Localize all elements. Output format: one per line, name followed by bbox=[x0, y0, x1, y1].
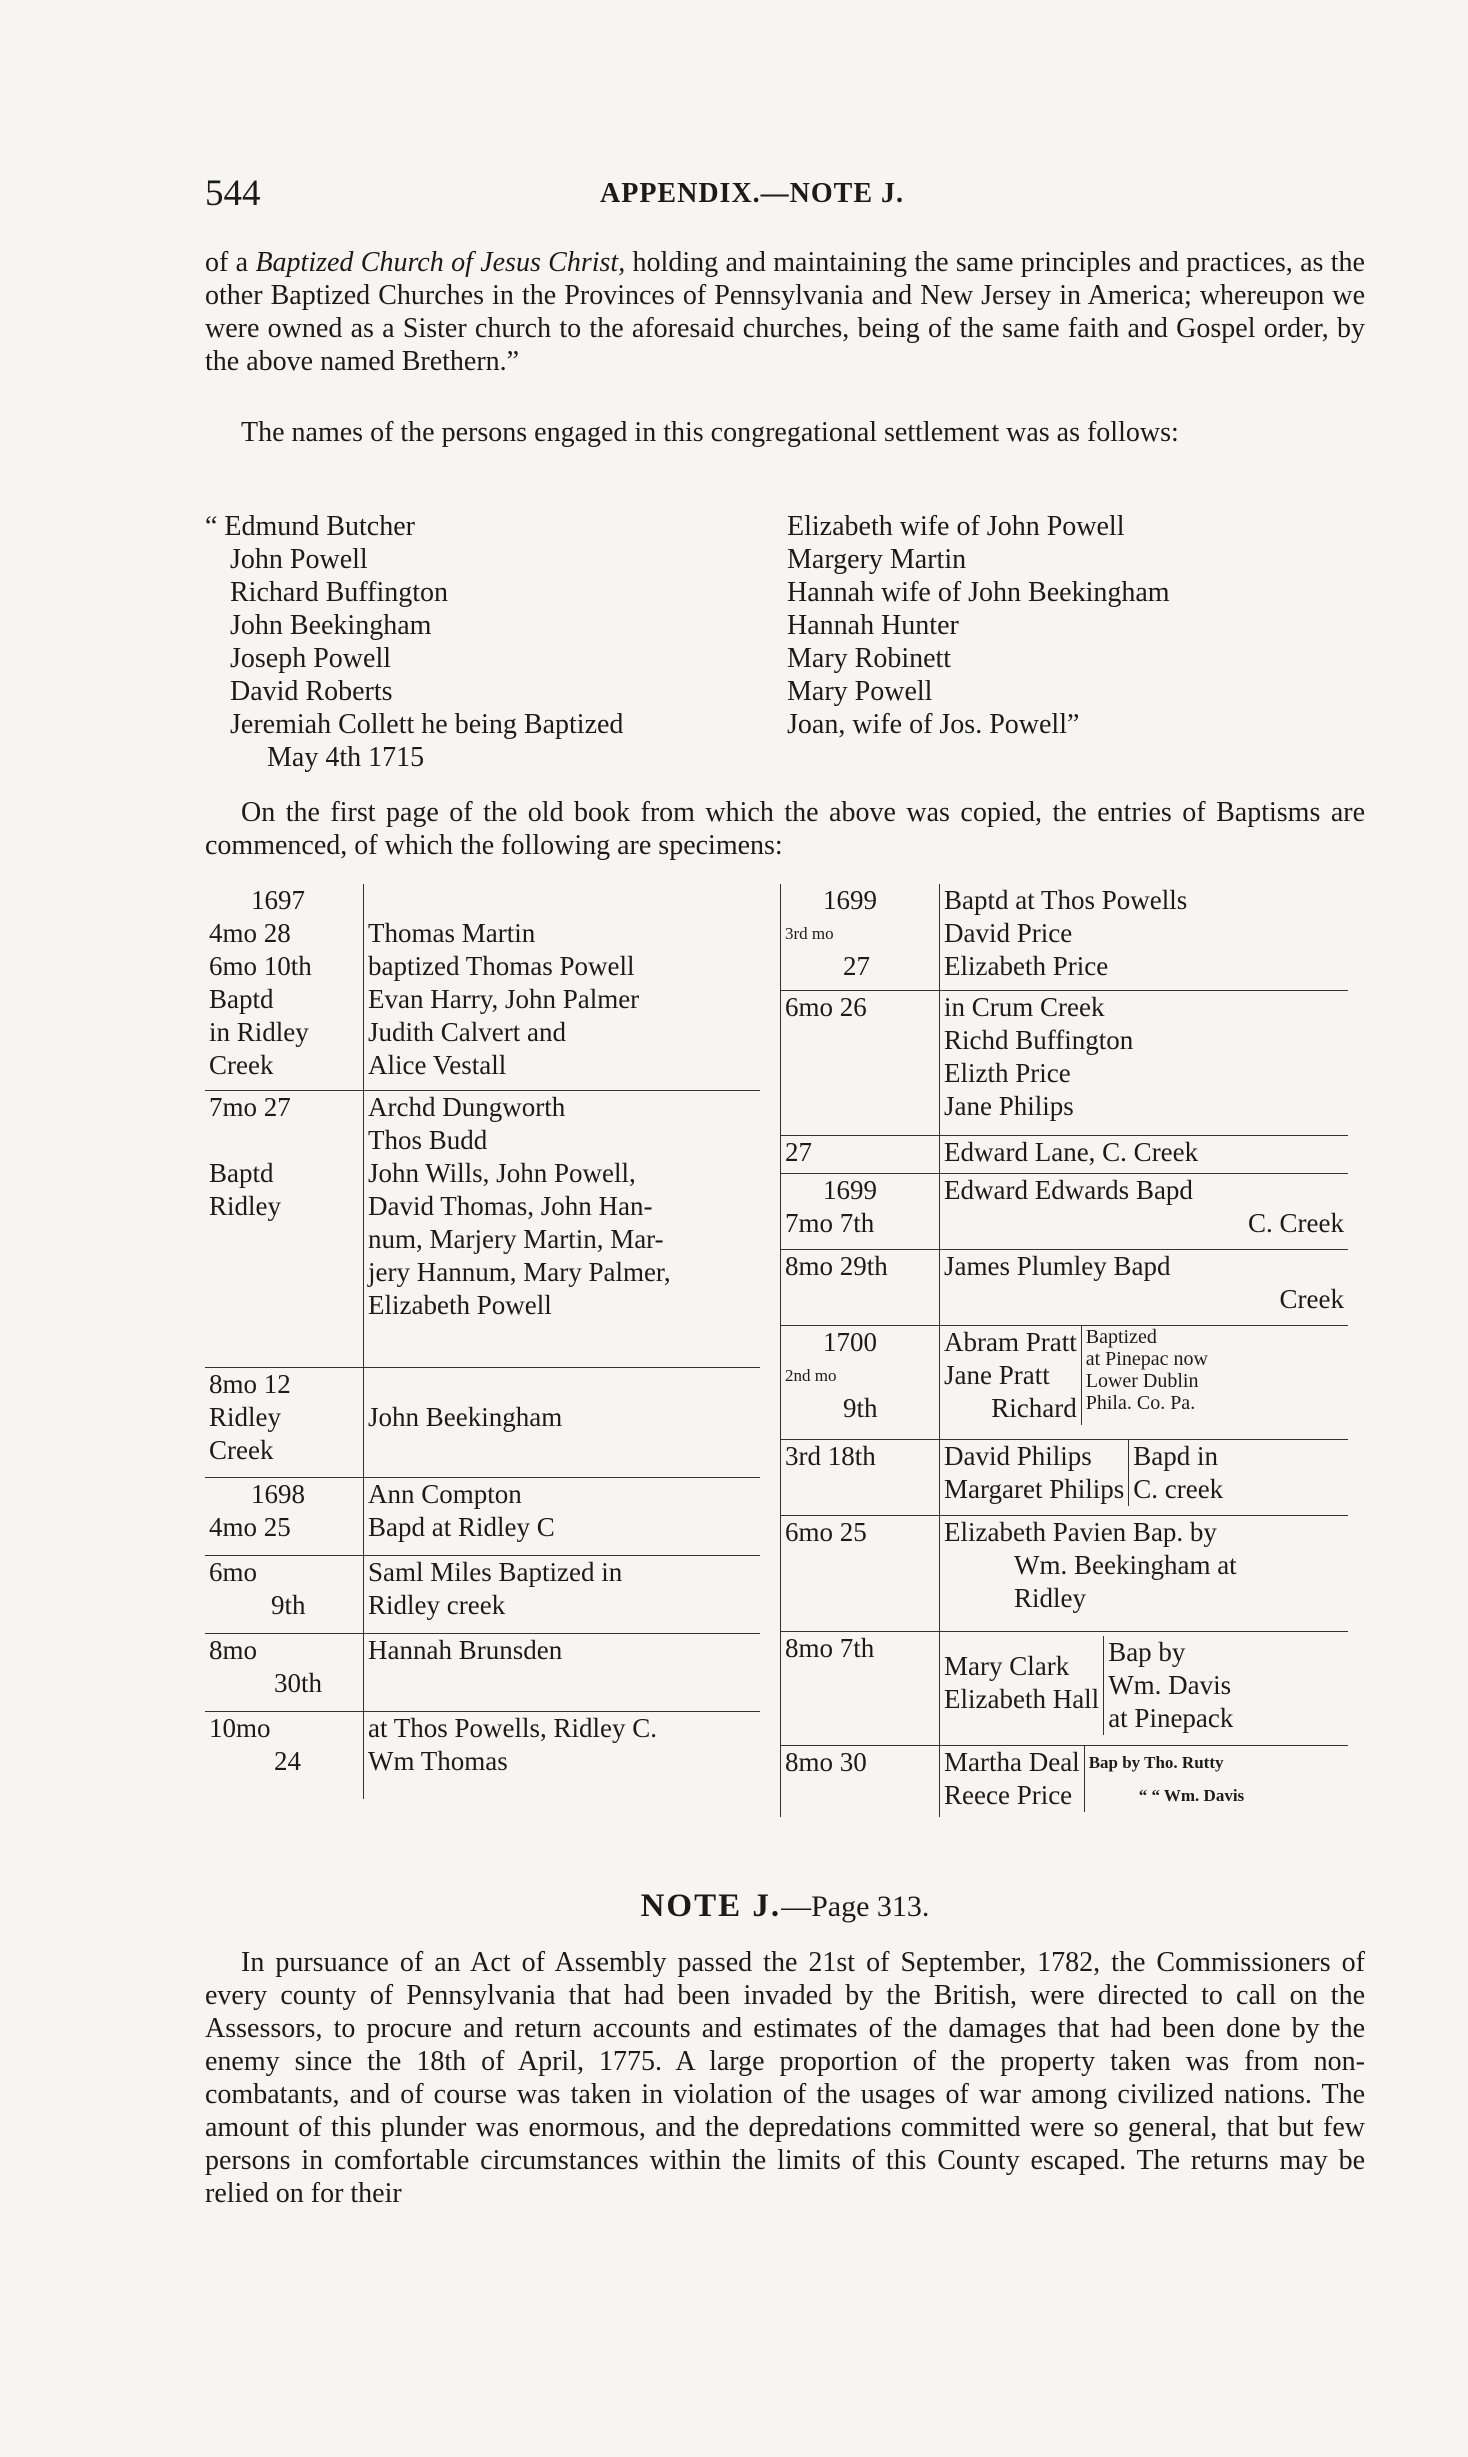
entry-line: Margaret Philips bbox=[944, 1473, 1125, 1504]
baptism-ledger-right bbox=[780, 884, 1348, 1817]
note-page-ref: —Page 313. bbox=[781, 1890, 930, 1923]
note-line: Lower Dublin bbox=[1085, 1369, 1199, 1392]
running-head: APPENDIX.—NOTE J. bbox=[600, 178, 905, 209]
ledger-date: 3rd 18th bbox=[781, 1439, 940, 1515]
entry-line: jery Hannum, Mary Palmer, bbox=[368, 1256, 671, 1287]
paragraph-2: The names of the persons engaged in this congregational settlement was as follows: bbox=[241, 417, 1179, 448]
entry-line: David Thomas, John Han- bbox=[368, 1190, 653, 1221]
date-line: 24 bbox=[274, 1745, 301, 1776]
entry-names bbox=[944, 1636, 1104, 1735]
ledger-entry bbox=[364, 1090, 761, 1367]
ledger-date bbox=[205, 1090, 364, 1367]
date-line: in Ridley bbox=[209, 1017, 309, 1047]
entry-line: Wm. Beekingham at bbox=[1014, 1549, 1237, 1580]
ledger-date bbox=[781, 884, 940, 990]
entry-group bbox=[944, 1636, 1344, 1735]
name-item: Mary Robinett bbox=[787, 643, 952, 674]
name-item: Hannah Hunter bbox=[787, 610, 959, 641]
ledger-date: 8mo 29th bbox=[781, 1249, 940, 1325]
ledger-row bbox=[205, 884, 760, 1090]
date-line: 6mo 10th bbox=[209, 951, 312, 981]
date-line: 8mo 12 bbox=[209, 1368, 291, 1399]
entry-line: Abram Pratt bbox=[944, 1326, 1077, 1357]
entry-line: James Plumley Bapd bbox=[944, 1250, 1171, 1281]
ledger-entry bbox=[940, 990, 1349, 1135]
entry-note bbox=[1129, 1440, 1223, 1506]
ledger-entry bbox=[940, 1173, 1349, 1249]
entry-line: Bapd at Ridley C bbox=[368, 1511, 555, 1542]
date-line: 9th bbox=[843, 1392, 878, 1423]
date-line: 4mo 28 bbox=[209, 918, 291, 948]
ledger-entry bbox=[940, 1631, 1349, 1745]
ledger-row bbox=[205, 1555, 760, 1633]
entry-line: num, Marjery Martin, Mar- bbox=[368, 1223, 664, 1254]
date-line: Creek bbox=[209, 1050, 274, 1080]
ledger-date bbox=[205, 884, 364, 1090]
date-line: 1699 bbox=[823, 1174, 877, 1205]
entry-line: John Wills, John Powell, bbox=[368, 1157, 636, 1188]
ledger-entry bbox=[940, 1249, 1349, 1325]
baptism-ledger-left bbox=[205, 884, 760, 1799]
date-line: Baptd bbox=[209, 1157, 274, 1188]
paragraph-4: In pursuance of an Act of Assembly passed the 21st of September, 1782, the Commissioners of every county of Pennsylvania that had been invaded by the British, were directed to call on the Assessors, to procure and return accounts and estimates of the damages that had been done by the enemy since the 18th of April, 1775. A large proportion of the property taken was from non-combatants, and of course was taken in violation of the usages of war among civilized nations. The amount of this plunder was enormous, and the depredations committed were so general, that but few persons in comfortable circumstances within the limits of this County escaped. The returns may be relied on for their bbox=[205, 1947, 1365, 2209]
date-line: 1699 bbox=[823, 885, 877, 915]
entry-line: Richard bbox=[991, 1392, 1077, 1423]
date-line: 6mo bbox=[209, 1556, 258, 1587]
entry-line: Alice Vestall bbox=[368, 1050, 507, 1080]
name-item: Richard Buffington bbox=[230, 577, 449, 608]
ledger-date: 8mo 7th bbox=[781, 1631, 940, 1745]
entry-line: Elizabeth Pavien Bap. by bbox=[944, 1516, 1217, 1547]
entry-line: Thomas Martin bbox=[368, 918, 536, 948]
date-line: 3rd mo bbox=[785, 924, 834, 943]
date-line: 1698 bbox=[251, 1478, 305, 1509]
ledger-entry bbox=[940, 884, 1349, 990]
ledger-date: 8mo 30 bbox=[781, 1745, 940, 1817]
date-line: Ridley bbox=[209, 1190, 281, 1221]
ledger-row bbox=[781, 1515, 1349, 1631]
entry-line: Richd Buffington bbox=[944, 1024, 1134, 1055]
date-line: 9th bbox=[271, 1589, 306, 1620]
entry-line: Reece Price bbox=[944, 1779, 1073, 1810]
name-item: John Powell bbox=[230, 544, 368, 575]
ledger-row bbox=[205, 1711, 760, 1799]
para1-italic: Baptized Church of Jesus Christ, bbox=[255, 247, 626, 278]
entry-note bbox=[1104, 1636, 1233, 1735]
name-item: Mary Powell bbox=[787, 676, 933, 707]
entry-line: John Beekingham bbox=[368, 1401, 563, 1432]
entry-note bbox=[1082, 1326, 1208, 1425]
entry-line: Saml Miles Baptized in bbox=[368, 1556, 623, 1587]
ledger-entry bbox=[940, 1439, 1349, 1515]
entry-group bbox=[944, 1746, 1344, 1812]
paragraph-1 bbox=[205, 246, 1365, 378]
note-line: Bap by Tho. Rutty bbox=[1088, 1752, 1224, 1772]
name-item: Elizabeth wife of John Powell bbox=[787, 511, 1125, 542]
entry-line: Jane Pratt bbox=[944, 1359, 1050, 1390]
entry-line: Creek bbox=[1279, 1283, 1344, 1314]
ledger-row bbox=[781, 990, 1349, 1135]
name-item: “ Edmund Butcher bbox=[205, 511, 415, 542]
entry-group bbox=[944, 1440, 1344, 1506]
ledger-row bbox=[781, 1325, 1349, 1439]
names-right-column bbox=[787, 510, 1347, 741]
ledger-row bbox=[781, 1631, 1349, 1745]
date-line: 2nd mo bbox=[785, 1365, 837, 1385]
ledger-date bbox=[781, 1325, 940, 1439]
entry-line: C. Creek bbox=[1248, 1207, 1344, 1238]
entry-names bbox=[944, 1746, 1085, 1812]
date-line: Creek bbox=[209, 1434, 274, 1465]
note-line: “ “ Wm. Davis bbox=[1138, 1785, 1245, 1805]
ledger-row bbox=[205, 1090, 760, 1367]
ledger-row bbox=[781, 1173, 1349, 1249]
entry-line: Evan Harry, John Palmer bbox=[368, 984, 640, 1014]
entry-line: Elizth Price bbox=[944, 1057, 1071, 1088]
paragraph-3: On the first page of the old book from which the above was copied, the entries of Baptisms are commenced, of which the following are specimens: bbox=[205, 797, 1365, 861]
ledger-row bbox=[781, 1135, 1349, 1173]
note-line: Bapd in bbox=[1133, 1440, 1218, 1471]
name-item: Hannah wife of John Beekingham bbox=[787, 577, 1170, 608]
ledger-row bbox=[205, 1367, 760, 1477]
entry-line: Ridley bbox=[1014, 1582, 1086, 1613]
entry-line: Baptd at Thos Powells bbox=[944, 885, 1188, 915]
ledger-date bbox=[205, 1633, 364, 1711]
name-item: John Beekingham bbox=[230, 610, 432, 641]
entry-line: Edward Edwards Bapd bbox=[944, 1174, 1193, 1205]
entry-line: in Crum Creek bbox=[944, 991, 1105, 1022]
entry-line: Mary Clark bbox=[944, 1650, 1070, 1681]
entry-line: Martha Deal bbox=[944, 1746, 1080, 1777]
note-line: Baptized bbox=[1085, 1325, 1157, 1348]
date-line: 7mo 7th bbox=[785, 1207, 875, 1238]
ledger-entry bbox=[940, 1745, 1349, 1817]
note-line: Phila. Co. Pa. bbox=[1085, 1391, 1196, 1414]
ledger-entry bbox=[940, 1325, 1349, 1439]
entry-line: baptized Thomas Powell bbox=[368, 951, 635, 981]
page-header bbox=[205, 172, 1365, 212]
name-item: Joan, wife of Jos. Powell” bbox=[787, 709, 1080, 740]
ledger-date bbox=[781, 1173, 940, 1249]
ledger-date: 6mo 25 bbox=[781, 1515, 940, 1631]
entry-line: at Thos Powells, Ridley C. bbox=[368, 1712, 658, 1743]
note-line: at Pinepac now bbox=[1085, 1347, 1208, 1370]
note-line: Wm. Davis bbox=[1108, 1669, 1232, 1700]
date-line: 1700 bbox=[823, 1326, 877, 1357]
name-item: David Roberts bbox=[230, 676, 393, 707]
ledger-row bbox=[205, 1477, 760, 1555]
ledger-row bbox=[781, 1745, 1349, 1817]
names-left-column bbox=[205, 510, 765, 774]
note-heading bbox=[205, 1888, 1365, 1925]
ledger-date bbox=[205, 1711, 364, 1799]
ledger-entry: Edward Lane, C. Creek bbox=[940, 1135, 1349, 1173]
date-line: Baptd bbox=[209, 984, 274, 1014]
ledger-date bbox=[205, 1367, 364, 1477]
ledger-entry bbox=[364, 1711, 761, 1799]
ledger-date: 27 bbox=[781, 1135, 940, 1173]
entry-line: Elizabeth Price bbox=[944, 951, 1109, 981]
entry-line: Ridley creek bbox=[368, 1589, 506, 1620]
date-line: 30th bbox=[274, 1667, 323, 1698]
name-item: Margery Martin bbox=[787, 544, 967, 575]
entry-group bbox=[944, 1326, 1344, 1425]
date-line: Ridley bbox=[209, 1401, 281, 1432]
entry-line: Ann Compton bbox=[368, 1478, 522, 1509]
date-line: 4mo 25 bbox=[209, 1511, 291, 1542]
note-line: at Pinepack bbox=[1108, 1702, 1234, 1733]
entry-line: Judith Calvert and bbox=[368, 1017, 566, 1047]
ledger-date: 6mo 26 bbox=[781, 990, 940, 1135]
note-title: NOTE J. bbox=[640, 1888, 782, 1924]
entry-line: Wm Thomas bbox=[368, 1745, 508, 1776]
date-line: 8mo bbox=[209, 1634, 258, 1665]
entry-line: Archd Dungworth bbox=[368, 1091, 566, 1122]
page-number: 544 bbox=[205, 173, 261, 214]
entry-line: David Philips bbox=[944, 1440, 1092, 1471]
entry-line: Elizabeth Powell bbox=[368, 1289, 552, 1320]
date-line: 27 bbox=[843, 951, 870, 981]
name-item: Joseph Powell bbox=[230, 643, 391, 674]
note-line: Bap by bbox=[1108, 1636, 1186, 1667]
para1-text-a: of a bbox=[205, 247, 256, 278]
name-item: Jeremiah Collett he being Baptized bbox=[230, 709, 624, 740]
ledger-date bbox=[205, 1555, 364, 1633]
entry-line: Jane Philips bbox=[944, 1090, 1074, 1121]
entry-note bbox=[1085, 1746, 1244, 1812]
entry-names bbox=[944, 1440, 1129, 1506]
ledger-row bbox=[781, 884, 1349, 990]
date-line: 7mo 27 bbox=[209, 1091, 291, 1122]
entry-names bbox=[944, 1326, 1082, 1425]
ledger-entry bbox=[940, 1515, 1349, 1631]
para1-text-b: holding and maintaining the same principles and practices, as the other Baptized Churches in the Provinces of Pennsylvania and New Jersey in America; whereupon we were owned as a Sister church to the aforesaid churches, being of the same faith and Gospel order, by the above named Brethern.” bbox=[205, 247, 1365, 377]
ledger-row bbox=[781, 1249, 1349, 1325]
ledger-entry bbox=[364, 1555, 761, 1633]
ledger-row bbox=[781, 1439, 1349, 1515]
entry-line: David Price bbox=[944, 918, 1073, 948]
ledger-entry bbox=[364, 1367, 761, 1477]
entry-line: Hannah Brunsden bbox=[368, 1634, 563, 1665]
ledger-entry bbox=[364, 1477, 761, 1555]
ledger-entry bbox=[364, 884, 761, 1090]
ledger-date bbox=[205, 1477, 364, 1555]
date-line: 10mo bbox=[209, 1712, 271, 1743]
ledger-entry bbox=[364, 1633, 761, 1711]
entry-line: Elizabeth Hall bbox=[944, 1683, 1100, 1714]
date-line: 1697 bbox=[251, 885, 305, 915]
note-line: C. creek bbox=[1133, 1473, 1224, 1504]
ledger-row bbox=[205, 1633, 760, 1711]
name-item: May 4th 1715 bbox=[267, 742, 425, 773]
entry-line: Thos Budd bbox=[368, 1124, 488, 1155]
